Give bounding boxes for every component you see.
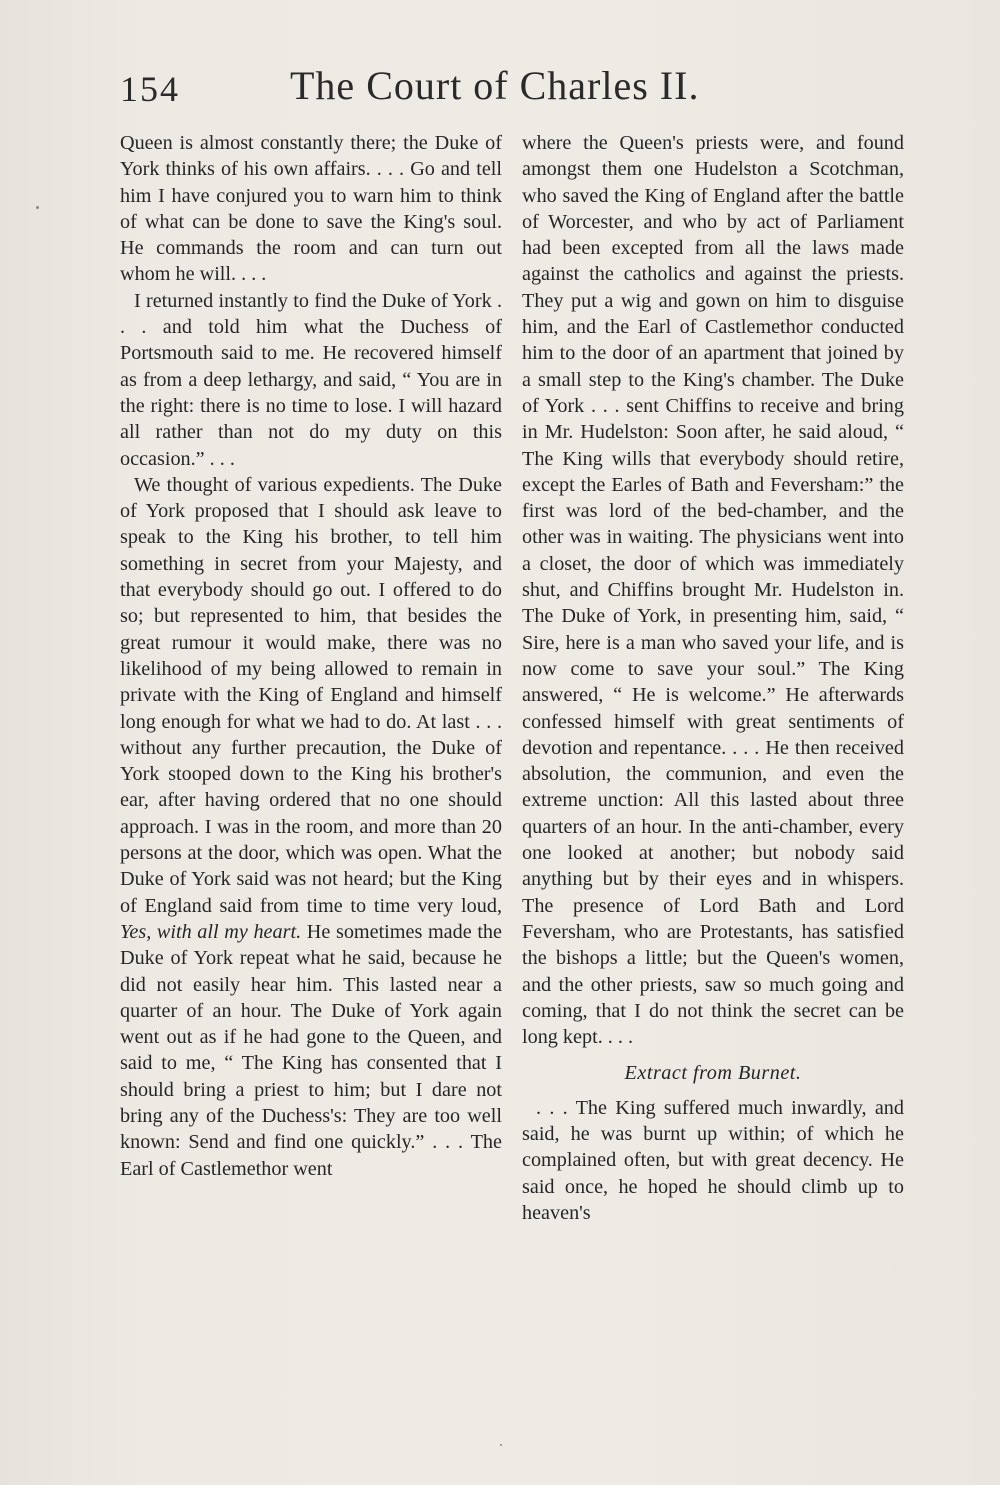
paragraph-text: He sometimes made the Duke of York repeat what he said, because he did not easily hear him. This lasted near a quarter of an hour. The Duke of York again went out as if he had gone to the Queen, and said to me, “ The King has consented that I should bring a priest to him; but I dare not bring any of the Duchess's: They are too well known: Send and find one quickly.” . . . The Earl of Castlemethor went <box>120 920 502 1180</box>
paragraph: . . . The King suffered much inwardly, and said, he was burnt up within; of which he complained often, but with great decency. He said once, he hoped he should climb up to heaven's <box>522 1096 904 1224</box>
paragraph: I returned instantly to find the Duke of York . . . and told him what the Duchess of Portsmouth said to me. He recovered himself as from a deep lethargy, and said, “ You are in the right: there is no time to lose. I will hazard all rather than not do my duty on this occasion.” . . . <box>120 289 502 470</box>
speck-mark <box>500 1444 502 1446</box>
running-title: The Court of Charles II. <box>290 63 700 108</box>
page-header <box>120 62 900 114</box>
paragraph: where the Queen's priests were, and found amongst them one Hudelston a Scotchman, who saved the King of England after the battle of Worcester, and who by act of Parliament had been excepted from all the laws made against the catholics and against the priests. They put a wig and gown on him to disguise him, and the Earl of Castlemethor conducted him to the door of an apartment that joined by a small step to the King's chamber. The Duke of York . . . sent Chiffins to receive and bring in Mr. Hudelston: Soon after, he said aloud, “ The King wills that everybody should retire, except the Earles of Bath and Feversham:” the first was lord of the bed-chamber, and the other was in waiting. The physicians went into a closet, the door of which was immediately shut, and Chiffins brought Mr. Hudelston in. The Duke of York, in presenting him, said, “ Sire, here is a man who saved your life, and is now come to save your soul.” The King answered, “ He is welcome.” He afterwards confessed himself with great sentiments of devotion and repentance. . . . He then received absolution, the communion, and even the extreme unction: All this lasted about three quarters of an hour. In the anti-chamber, every one looked at another; but nobody said anything but by their eyes and in whispers. The presence of Lord Bath and Lord Feversham, who are Protestants, has satisfied the bishops a little; but the Queen's women, and the other priests, saw so much going and coming, that I do not think the secret can be long kept. . . . <box>522 132 904 1049</box>
page-number: 154 <box>120 69 180 109</box>
paragraph <box>120 472 502 1182</box>
speck-mark <box>36 206 39 209</box>
italic-quote: Yes, with all my heart. <box>120 920 302 943</box>
left-column <box>120 130 502 1182</box>
right-column <box>522 130 904 1226</box>
section-heading: Extract from Burnet. <box>624 1062 802 1085</box>
paragraph: Queen is almost constantly there; the Duke of York thinks of his own affairs. . . . Go and tell him I have conjured you to warn him to think of what can be done to save the King's soul. He commands the room and can turn out whom he will. . . . <box>120 132 502 286</box>
paragraph-text: We thought of various expedients. The Duke of York proposed that I should ask leave to speak to the King his brother, to tell him something in secret from your Majesty, and that everybody should go out. I offered to do so; but represented to him, that besides the great rumour it would make, there was no likelihood of my being allowed to remain in private with the King of England and himself long enough for what we had to do. At last . . . without any further precaution, the Duke of York stooped down to the King his brother's ear, after having ordered that no one should approach. I was in the room, and more than 20 persons at the door, which was open. What the Duke of York said was not heard; but the King of England said from time to time very loud, <box>120 473 502 917</box>
